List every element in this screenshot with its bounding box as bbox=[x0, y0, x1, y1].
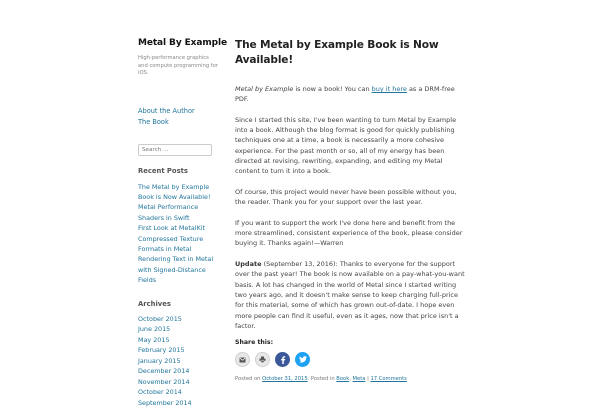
intro-text-end: as a DRM-free PDF. bbox=[235, 85, 455, 104]
share-buttons bbox=[235, 352, 467, 367]
archive-link[interactable]: June 2015 bbox=[138, 325, 171, 334]
archive-link[interactable]: February 2015 bbox=[138, 346, 185, 355]
comments-link[interactable]: 17 Comments bbox=[370, 376, 407, 383]
archive-link[interactable]: October 2014 bbox=[138, 388, 182, 397]
update-label: Update bbox=[235, 260, 262, 269]
paragraph-support: If you want to support the work I've done here and benefit from the more streamlined, consistent experience of the book, please consider buying it. Thanks again!—Warren bbox=[235, 218, 463, 248]
archive-link[interactable]: November 2014 bbox=[138, 377, 190, 386]
email-icon bbox=[239, 357, 246, 363]
share-heading: Share this: bbox=[235, 339, 274, 347]
recent-posts-heading: Recent Posts bbox=[138, 166, 188, 175]
paragraph-history: Since I started this site, I've been wanting to turn Metal by Example into a book. Although the blog format is good for quickly publishing techniques one at a time, a book is necessarily a more cohesive experience. For the past month or so, all of my energy has been directed at revising, rewriting, expanding, and editing my Metal content to turn it into a book. bbox=[235, 115, 457, 176]
archive-link[interactable]: January 2015 bbox=[138, 356, 181, 365]
archive-link[interactable]: October 2015 bbox=[138, 314, 182, 323]
paragraph-thanks: Of course, this project would never have been possible without you, the reader. Thank you for your support over the last year. bbox=[235, 187, 457, 207]
print-icon bbox=[259, 356, 266, 363]
recent-post-link[interactable]: First Look at MetalKit bbox=[138, 224, 206, 233]
sidebar bbox=[138, 38, 227, 408]
archives-heading: Archives bbox=[138, 299, 171, 308]
share-facebook-button[interactable] bbox=[275, 352, 290, 367]
archive-link[interactable]: September 2014 bbox=[138, 398, 192, 407]
meta-separator: | bbox=[365, 376, 371, 383]
paragraph-update bbox=[235, 259, 467, 331]
archive-link[interactable]: May 2015 bbox=[138, 335, 170, 344]
intro-text: is now a book! You can bbox=[293, 85, 372, 93]
category-link-book[interactable]: Book bbox=[336, 376, 350, 383]
share-email-button[interactable] bbox=[235, 352, 250, 367]
post-date-link[interactable]: October 31, 2015 bbox=[262, 376, 308, 383]
update-text: (September 13, 2016): Thanks to everyone for the support over the past year! The book is now available on a pay-what-you-want basis. A lot has changed in the world of Metal since I started writing two years ago, and it doesn't make sense to keep charging full-price for this material, some of which has grown out-of-date. I hope even more people can find it useful, even as it ages, now that price isn't a factor. bbox=[235, 260, 465, 330]
main-content bbox=[235, 38, 467, 383]
recent-post-link[interactable]: The Metal by Example Book is Now Available! bbox=[138, 182, 211, 201]
entry-meta bbox=[235, 375, 467, 383]
meta-comma: , bbox=[349, 376, 353, 383]
archives-list bbox=[138, 314, 218, 408]
category-link-meta[interactable]: Meta bbox=[352, 376, 366, 383]
archive-link[interactable]: December 2014 bbox=[138, 367, 190, 376]
twitter-icon bbox=[299, 356, 307, 363]
page-link-the-book[interactable]: The Book bbox=[138, 117, 169, 126]
recent-post-link[interactable]: Rendering Text in Metal with Signed-Distance Fields bbox=[138, 255, 214, 285]
page-link-about-author[interactable]: About the Author bbox=[138, 106, 195, 115]
pages-nav bbox=[138, 106, 218, 128]
recent-post-link[interactable]: Compressed Texture Formats in Metal bbox=[138, 234, 204, 253]
facebook-icon bbox=[280, 356, 286, 364]
site-title[interactable]: Metal By Example bbox=[138, 38, 227, 48]
buy-it-here-link[interactable]: buy it here bbox=[371, 85, 407, 93]
meta-posted-on: Posted on bbox=[235, 376, 263, 383]
recent-post-link[interactable]: Metal Performance Shaders in Swift bbox=[138, 203, 199, 222]
share-print-button[interactable] bbox=[255, 352, 270, 367]
recent-posts-list bbox=[138, 182, 218, 286]
book-title-emphasis: Metal by Example bbox=[235, 85, 294, 93]
search-input[interactable] bbox=[138, 144, 212, 156]
share-section bbox=[235, 338, 467, 367]
post-title[interactable]: The Metal by Example Book is Now Available! bbox=[235, 39, 439, 66]
site-description: High-performance graphics and compute programming for iOS. bbox=[138, 55, 218, 76]
share-twitter-button[interactable] bbox=[295, 352, 310, 367]
post-body bbox=[235, 84, 467, 331]
meta-posted-in: . Posted in bbox=[307, 376, 337, 383]
paragraph-intro bbox=[235, 84, 467, 105]
